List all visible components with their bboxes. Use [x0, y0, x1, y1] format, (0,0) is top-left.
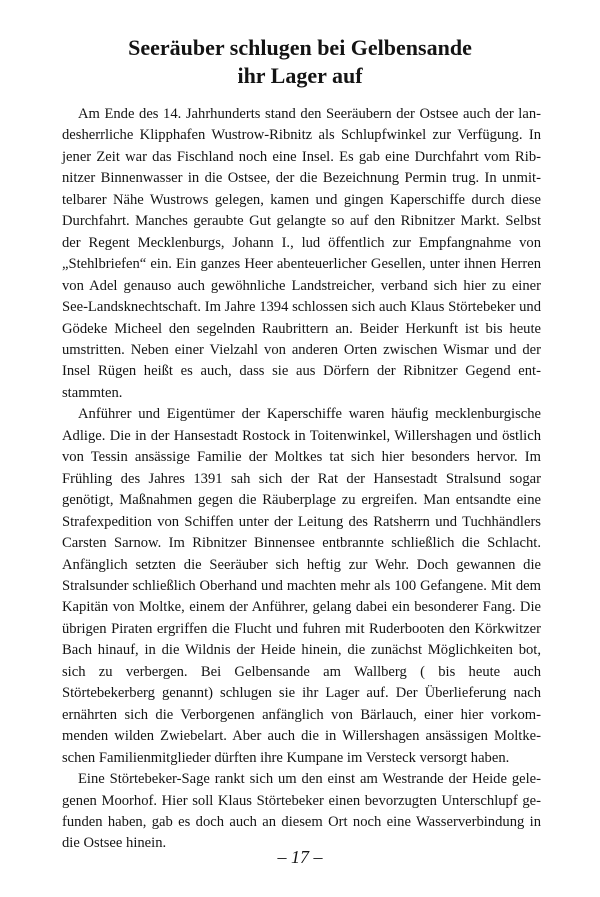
chapter-title — [40, 34, 560, 90]
page-number: – 17 – — [277, 847, 323, 867]
paragraph-1: Am Ende des 14. Jahrhunderts stand den Seeräubern der Ostsee auch der landesherrliche Klipphafen Wustrow-Ribnitz als Schlupfwinkel zur Verfügung. In jener Zeit war das Fischland noch eine Insel. Es gab eine Durchfahrt vom Ribnitzer Binnenwasser in die Ostsee, der die Bezeichnung Permin trug. In unmittelbarer Nähe Wustrows gelegen, kamen und gingen Kaperschiffe durch diese Durchfahrt. Manches geraubte Gut gelangte so auf den Ribnitzer Markt. Selbst der Regent Mecklenburgs, Johann I., lud öffentlich zur Empfangnahme von „Stehlbriefen“ ein. Ein ganzes Heer abenteuerlicher Gesellen, unter ihnen Herren von Adel genauso auch gewöhnliche Landstreicher, verband sich hier zu einer See-Landsknechtschaft. Im Jahre 1394 schlossen sich auch Klaus Störtebeker und Gödeke Micheel den segelnden Raubrittern an. Beider Herkunft ist bis heute umstritten. Neben einer Vielzahl von anderen Orten zwischen Wismar und der Insel Rügen heißt es auch, dass sie aus Dörfern der Ribnitzer Gegend entstammten. — [62, 106, 541, 401]
chapter-title-line-1: Seeräuber schlugen bei Gelbensande — [128, 35, 472, 60]
chapter-title-line-2: ihr Lager auf — [237, 63, 363, 88]
paragraph-3: Eine Störtebeker-Sage rankt sich um den einst am Westrande der Heide gelegenen Moorhof. Hier soll Klaus Störtebeker einen bevorzugten Unterschlupf gefunden haben, gab es doch auch an diesem Ort noch eine Wasserverbindung in die Ostsee hinein. — [62, 771, 541, 852]
body-text — [62, 104, 541, 855]
paragraph-2: Anführer und Eigentümer der Kaperschiffe waren häufig mecklenburgische Adlige. Die in der Hansestadt Rostock in Toitenwinkel, Willershagen und östlich von Tessin ansässige Familie der Moltkes tat sich hier besonders hervor. Im Frühling des Jahres 1391 sah sich der Rat der Hansestadt Stralsund sogar genötigt, Maßnahmen gegen die Räuberplage zu ergreifen. Man entsandte eine Strafexpedition von Schiffen unter der Leitung des Ratsherrn und Tuchhändlers Carsten Sarnow. Im Ribnitzer Binnensee entbrannte schließlich die Schlacht. Anfänglich setzten die Seeräuber sich heftig zur Wehr. Doch gewannen die Stralsunder schließlich Oberhand und machten mehr als 100 Gefangene. Mit dem Kapitän von Moltke, einem der Anführer, gelang dabei ein besonderer Fang. Die übrigen Piraten ergriffen die Flucht und fuhren mit Ruderbooten den Körkwitzer Bach hinauf, in die Wildnis der Heide hinein, die zunächst Möglichkeiten bot, sich zu verbergen. Bei Gelbensande am Wallberg ( bis heute auch Störtebekerberg genannt) schlugen sie ihr Lager auf. Der Überlieferung nach ernährten sich die Verborgenen anfänglich von Bärlauch, einer hier vorkommenden wilden Zwiebelart. Aber auch die in Willershagen ansässigen Moltkeschen Familienmitglieder dürften ihre Kumpane im Versteck versorgt haben. — [62, 406, 541, 766]
